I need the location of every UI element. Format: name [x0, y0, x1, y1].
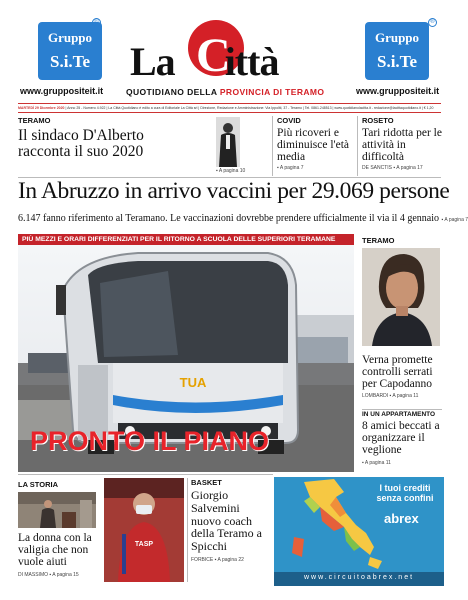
story-ref: ▪ A pagina 11: [362, 460, 391, 466]
story-la-storia[interactable]: [18, 480, 102, 578]
story-headline: 8 amici beccati a organizzare il veglione: [362, 420, 440, 456]
ad-line1: Gruppo: [47, 30, 93, 45]
tagline: [126, 87, 324, 97]
logo-part1: La: [130, 39, 175, 84]
main-subhead: [18, 213, 468, 224]
section-label: ROSETO: [362, 116, 394, 125]
photo-basketball-coach: [104, 478, 184, 582]
registered-icon: ®: [92, 18, 101, 27]
ad-line1: I tuoi crediti: [379, 483, 431, 493]
photo-woman-suitcase: [18, 492, 96, 528]
ad-line2: senza confini: [376, 493, 434, 503]
section-label: TERAMO: [18, 116, 51, 125]
issue-date: MARTEDÌ 29 Dicembre 2020: [18, 106, 65, 110]
story-basket[interactable]: [191, 478, 271, 563]
story-covid[interactable]: [277, 116, 357, 171]
divider: [362, 409, 442, 410]
story-ref: ▪ A pagina 10: [216, 168, 246, 174]
newspaper-logo: [130, 24, 330, 84]
logo-letter-c: C: [196, 29, 231, 82]
photo-overlay-headline: PRONTO IL PIANO: [30, 426, 270, 456]
column-divider: [357, 116, 358, 176]
section-label: BASKET: [191, 478, 222, 487]
main-headline[interactable]: In Abruzzo in arrivo vaccini per 29.069 persone: [18, 178, 450, 204]
photo-story-kicker[interactable]: PIÙ MEZZI E ORARI DIFFERENZIATI PER IL RITORNO A SCUOLA DELLE SUPERIORI TERAMANE: [18, 234, 354, 245]
ad-line2: S.i.Te: [376, 52, 417, 71]
story-ref: ▪ A pagina 7: [441, 217, 468, 223]
story-ref: FORBICE ▪ A pagina 22: [191, 556, 244, 563]
story-headline: Giorgio Salvemini nuovo coach della Teramo a Spicchi: [191, 488, 262, 554]
bus-brand: TUA: [179, 375, 207, 390]
logo-part2: ittà: [224, 39, 279, 84]
tagline-part2: PROVINCIA DI TERAMO: [219, 87, 325, 97]
column-divider: [187, 478, 188, 582]
ad-brand: abrex: [384, 511, 419, 526]
ad-line1: Gruppo: [374, 30, 420, 45]
story-teramo-sindaco[interactable]: [18, 116, 188, 160]
story-verna[interactable]: [362, 236, 442, 399]
photo-portrait: [362, 248, 440, 346]
section-label: COVID: [277, 116, 301, 125]
story-headline: La donna con la valigia che non vuole aiuti: [18, 532, 92, 568]
main-subhead-text: 6.147 fanno riferimento al Teramano. Le vaccinazioni dovrebbe prendere ufficialmente il via il 4 gennaio: [18, 213, 439, 224]
ad-abrex[interactable]: [274, 477, 444, 586]
info-bar: [18, 103, 441, 113]
issue-info: | Anno 25 - Numero 4.922 | La Città Quotidiano è edito a cura di Editoriale La Città srl | Direzione, Redazione e Amministrazione: Via Ippoliti, 37 - Teramo | Tel. 0861.248513 | www.quotidianolacitta.it - redazione@lacittaquotidiano.it | € 1,20: [65, 106, 434, 110]
ad-url: www.circuitoabrex.net: [303, 574, 415, 581]
ad-tagline: [369, 483, 441, 503]
column-divider: [272, 116, 273, 176]
tagline-part1: QUOTIDIANO DELLA: [126, 87, 220, 97]
jersey-text: TASP: [134, 541, 154, 548]
story-ref: DE SANCTIS ▪ A pagina 17: [362, 165, 423, 171]
story-ref: ▪ A pagina 7: [277, 165, 304, 171]
story-ref: DI MASSIMO ▪ A pagina 15: [18, 572, 79, 578]
ad-logo-right: [365, 22, 429, 80]
story-headline: Tari ridotta per le attività in difficoltà: [362, 127, 442, 163]
ad-url: www.gruppositeit.it: [356, 86, 440, 96]
ad-url: www.gruppositeit.it: [20, 86, 104, 96]
story-ref: LOMBARDI ▪ A pagina 11: [362, 393, 419, 399]
section-label: LA STORIA: [18, 480, 59, 489]
photo-mayor: [216, 117, 240, 167]
story-headline: Il sindaco D'Alberto racconta il suo 2020: [18, 127, 144, 160]
section-label: IN UN APPARTAMENTO: [362, 411, 436, 418]
section-label: TERAMO: [362, 236, 395, 245]
ad-logo-left: [38, 22, 102, 80]
divider: [18, 474, 273, 475]
registered-icon: ®: [428, 18, 437, 27]
story-headline: Più ricoveri e diminuisce l'età media: [277, 127, 350, 163]
story-roseto[interactable]: [362, 116, 444, 171]
story-headline: Verna promette controlli serrati per Capodanno: [362, 354, 433, 390]
story-veglione[interactable]: [362, 411, 444, 466]
ad-line2: S.i.Te: [49, 52, 90, 71]
